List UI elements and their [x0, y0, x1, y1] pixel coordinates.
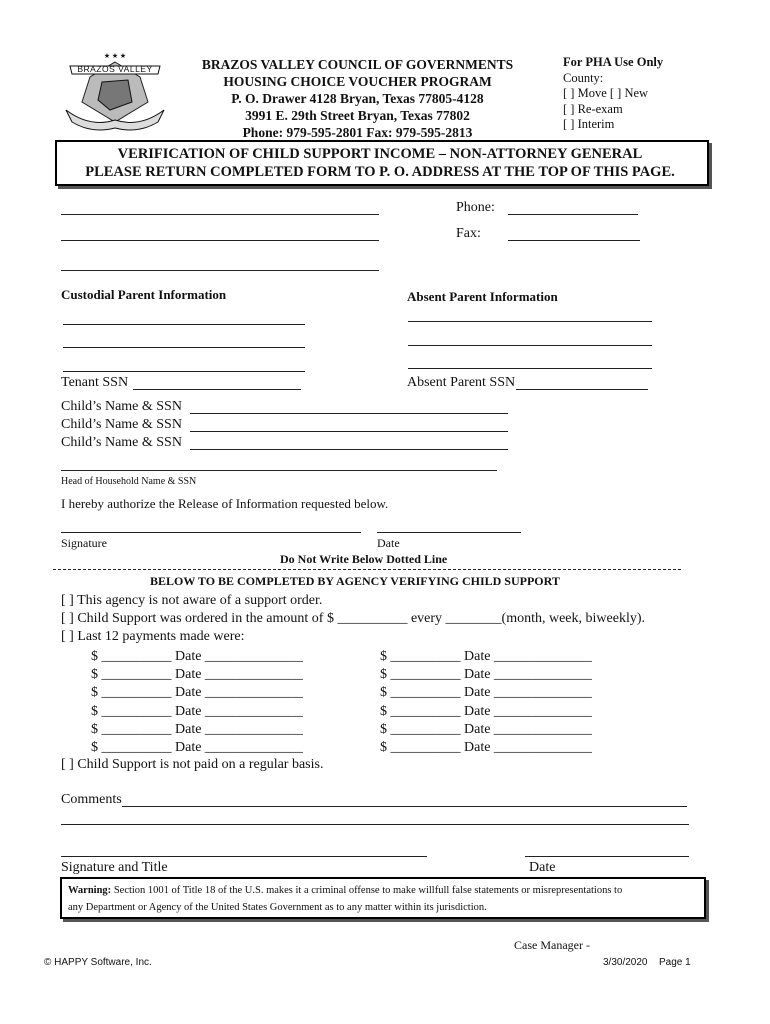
agency-date-label: Date: [529, 860, 556, 875]
tenant-ssn-label: Tenant SSN: [61, 375, 129, 390]
agency-heading: BELOW TO BE COMPLETED BY AGENCY VERIFYING CHILD SUPPORT: [150, 574, 560, 588]
payment-row[interactable]: $ __________ Date ______________: [91, 703, 303, 719]
household-label: Head of Household Name & SSN: [61, 476, 197, 487]
pha-reexam: [ ] Re-exam: [563, 101, 623, 116]
warning-text-1: Section 1001 of Title 18 of the U.S. makes it a criminal offense to make willfull false statements or misrepresentations to: [111, 885, 623, 896]
authorize-text: I hereby authorize the Release of Information requested below.: [61, 496, 389, 511]
absent-heading: Absent Parent Information: [407, 289, 558, 304]
custodial-line-1[interactable]: [63, 324, 305, 325]
fax-label: Fax:: [456, 226, 481, 241]
child-label-1: Child’s Name & SSN: [61, 399, 182, 414]
dotted-divider: [53, 569, 681, 570]
child-field-3[interactable]: [190, 449, 508, 450]
payment-row[interactable]: $ __________ Date ______________: [91, 649, 303, 664]
pha-county: County:: [563, 70, 604, 85]
custodial-line-2[interactable]: [63, 347, 305, 348]
payment-row[interactable]: $ __________ Date ______________: [380, 703, 592, 719]
agency-option-irregular[interactable]: [ ] Child Support is not paid on a regular basis.: [61, 757, 324, 772]
return-instruction: PLEASE RETURN COMPLETED FORM TO P. O. ADDRESS AT THE TOP OF THIS PAGE.: [85, 164, 675, 180]
absent-line-1[interactable]: [408, 321, 652, 322]
agency-option-ordered[interactable]: [ ] Child Support was ordered in the amount of $ __________ every ________(month, week, biweekly).: [61, 611, 646, 626]
address-line-2[interactable]: [61, 240, 379, 241]
svg-text:★ ★ ★: ★ ★ ★: [103, 52, 127, 60]
agency-date-field[interactable]: [525, 856, 689, 857]
phone-label: Phone:: [456, 200, 495, 215]
payment-row[interactable]: $ __________ Date ______________: [380, 685, 592, 701]
case-manager: Case Manager -: [514, 938, 590, 952]
child-label-3: Child’s Name & SSN: [61, 435, 182, 450]
child-field-2[interactable]: [190, 431, 508, 432]
custodial-line-3[interactable]: [63, 371, 305, 372]
absent-line-2[interactable]: [408, 345, 652, 346]
signature-title-label: Signature and Title: [61, 860, 168, 875]
tenant-signature-field[interactable]: [61, 532, 361, 533]
absent-line-3[interactable]: [408, 368, 652, 369]
header-phone-fax: Phone: 979-595-2801 Fax: 979-595-2813: [242, 125, 473, 140]
footer-date: 3/30/2020: [603, 957, 648, 968]
payments-right-column: [380, 648, 592, 757]
warning-text-2: any Department or Agency of the United States Government as to any matter within its jurisdiction.: [68, 902, 487, 913]
payment-row[interactable]: $ __________ Date ______________: [91, 685, 303, 701]
fax-field[interactable]: [508, 240, 640, 241]
pha-move-new: [ ] Move [ ] New: [563, 86, 649, 100]
copyright: © HAPPY Software, Inc.: [44, 957, 152, 968]
payment-row[interactable]: $ __________ Date ______________: [380, 667, 592, 683]
tenant-date-field[interactable]: [377, 532, 521, 533]
header-program: HOUSING CHOICE VOUCHER PROGRAM: [223, 74, 492, 89]
agency-signature-field[interactable]: [61, 856, 427, 857]
header-po-address: P. O. Drawer 4128 Bryan, Texas 77805-4128: [231, 91, 484, 106]
warning-label: Warning:: [68, 885, 112, 896]
page-number: Page 1: [659, 957, 691, 968]
header-org: BRAZOS VALLEY COUNCIL OF GOVERNMENTS: [201, 57, 514, 72]
comments-field-2[interactable]: [61, 824, 689, 825]
header-street-address: 3991 E. 29th Street Bryan, Texas 77802: [245, 108, 470, 123]
address-line-1[interactable]: [61, 214, 379, 215]
absent-ssn-field[interactable]: [516, 389, 648, 390]
tenant-ssn-field[interactable]: [133, 389, 301, 390]
logo-text: BRAZOS VALLEY: [77, 64, 153, 74]
comments-field-1[interactable]: [122, 806, 687, 807]
payment-row[interactable]: $ __________ Date ______________: [380, 740, 592, 756]
comments-label: Comments: [61, 792, 122, 807]
child-field-1[interactable]: [190, 413, 508, 414]
payment-row[interactable]: $ __________ Date ______________: [91, 721, 303, 737]
do-not-write-notice: Do Not Write Below Dotted Line: [280, 552, 448, 566]
payment-row[interactable]: $ __________ Date ______________: [380, 649, 592, 664]
payment-row[interactable]: $ __________ Date ______________: [91, 667, 303, 683]
payments-left-column: [91, 648, 303, 757]
pha-interim: [ ] Interim: [563, 117, 615, 131]
pha-title: For PHA Use Only: [563, 55, 664, 69]
custodial-heading: Custodial Parent Information: [61, 287, 227, 302]
household-field[interactable]: [61, 470, 497, 471]
date-label: Date: [377, 536, 400, 550]
signature-label: Signature: [61, 536, 107, 550]
form-title: VERIFICATION OF CHILD SUPPORT INCOME – NON-ATTORNEY GENERAL: [117, 146, 643, 162]
child-label-2: Child’s Name & SSN: [61, 417, 182, 432]
agency-option-last-payments[interactable]: [ ] Last 12 payments made were:: [61, 629, 245, 644]
payment-row[interactable]: $ __________ Date ______________: [91, 740, 303, 756]
logo: [60, 52, 170, 132]
agency-option-no-order[interactable]: [ ] This agency is not aware of a support order.: [61, 593, 323, 608]
phone-field[interactable]: [508, 214, 638, 215]
payment-row[interactable]: $ __________ Date ______________: [380, 721, 592, 737]
address-line-3[interactable]: [61, 270, 379, 271]
absent-ssn-label: Absent Parent SSN: [407, 375, 516, 390]
